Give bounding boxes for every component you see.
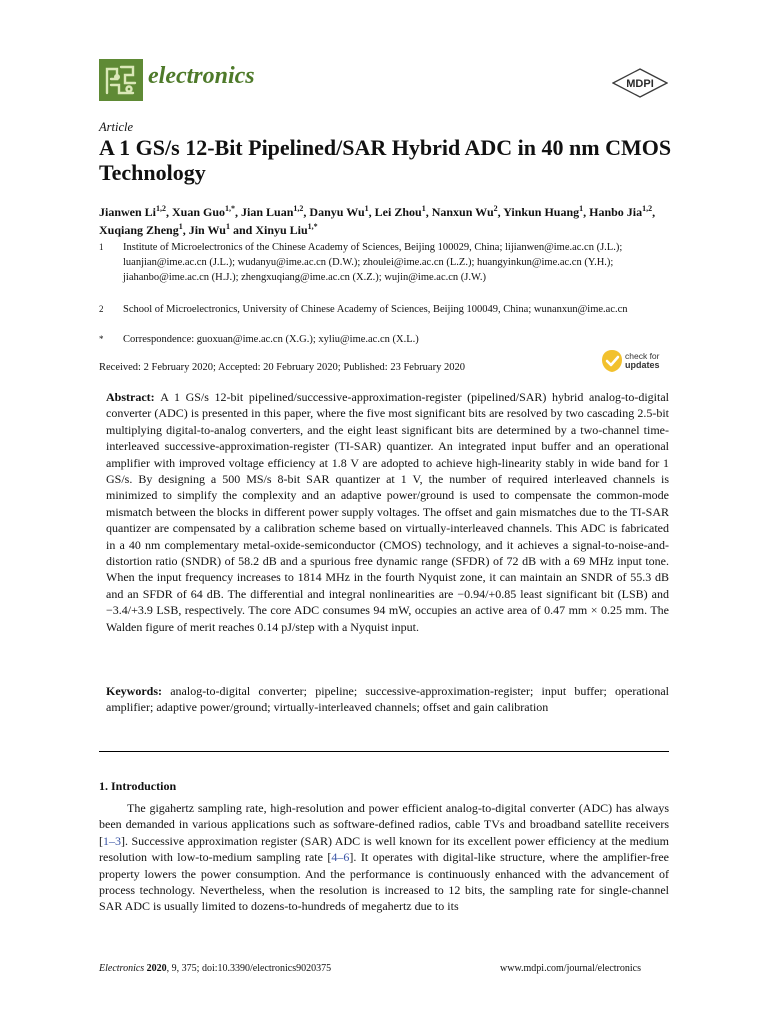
footer-doi: , 9, 375; doi:10.3390/electronics9020375: [166, 963, 332, 974]
keywords-text: analog-to-digital converter; pipeline; successive-approximation-register; input buffer; operational amplifier; adaptive power/ground; virtually-interleaved channels; offset and gain calibration: [106, 684, 670, 715]
keywords-label: Keywords:: [106, 684, 162, 698]
journal-name: electronics: [148, 63, 255, 89]
footer-year: 2020: [146, 963, 167, 974]
author-affiliation-sup: 1,2: [156, 204, 167, 213]
affiliation-marker: 2: [99, 304, 104, 314]
author-separator: and: [229, 223, 256, 237]
author-name: Jian Luan: [241, 205, 294, 219]
keywords: [106, 683, 669, 716]
correspondence-marker: *: [99, 334, 104, 344]
author-separator: ,: [583, 205, 590, 219]
affiliation-marker: 1: [99, 242, 104, 252]
author-name: Xuan Guo: [172, 205, 226, 219]
author-name: Xuqiang Zheng: [99, 223, 179, 237]
author-separator: ,: [182, 223, 189, 237]
author-affiliation-sup: 1,2: [293, 204, 304, 213]
author-affiliation-sup: 1,*: [225, 204, 236, 213]
mdpi-logo: [612, 68, 668, 98]
author-separator: ,: [303, 205, 310, 219]
author-affiliation-sup: 1: [421, 204, 426, 213]
section-heading: 1. Introduction: [99, 779, 177, 793]
citation-link[interactable]: 1–3: [103, 833, 121, 848]
author-affiliation-sup: 1: [178, 222, 183, 231]
intro-text: ]. Successive approximation register (SAR) ADC is well known for its excellent power efficiency at the medium resolution with low-to-medium sampling rate [: [99, 833, 669, 865]
intro-text: ]. It operates with digital-like structure, where the amplifier-free property lowers the power consumption. And the performance is continuously enhanced with the advancement of process technology. Nevertheless, when the resolution is increased to 12 bits, the sampling rate for single-channel SAR ADC is usually limited to dozens-to-hundreds of megahertz due to its: [99, 850, 669, 914]
author-separator: ,: [652, 205, 656, 219]
check-for-updates-badge[interactable]: [601, 349, 671, 375]
footer-citation: [99, 963, 331, 974]
author-list: [99, 203, 674, 239]
footer-journal: Electronics: [99, 963, 145, 974]
correspondence-text: Correspondence: guoxuan@ime.ac.cn (X.G.); xyliu@ime.ac.cn (X.L.): [123, 334, 419, 345]
affiliation-text: Institute of Microelectronics of the Chinese Academy of Sciences, Beijing 100029, China; lijianwen@ime.ac.cn (J.L.); luanjian@ime.ac.cn (J.L.); wudanyu@ime.ac.cn (D.W.); zhoulei@ime.ac.cn (L.Z.); huangyinkun@ime.ac.cn (Y.H.); jiahanbo@ime.ac.cn (H.J.); zhengxuqiang@ime.ac.cn (X.Z.); wujin@ime.ac.cn (J.W.): [123, 242, 623, 283]
section-divider: [99, 751, 669, 752]
author-separator: ,: [497, 205, 504, 219]
paper-title: A 1 GS/s 12-Bit Pipelined/SAR Hybrid ADC in 40 nm CMOS Technology: [99, 135, 672, 185]
check-updates-line1: check for: [625, 351, 660, 361]
author-name: Yinkun Huang: [503, 205, 580, 219]
journal-logo-icon: [99, 59, 143, 101]
author-affiliation-sup: 1: [225, 222, 230, 231]
author-name: Jianwen Li: [99, 205, 157, 219]
author-separator: ,: [235, 205, 242, 219]
author-name: Xinyu Liu: [255, 223, 308, 237]
article-type: Article: [99, 120, 134, 134]
correspondence: [99, 332, 674, 347]
footer-url[interactable]: www.mdpi.com/journal/electronics: [500, 963, 641, 974]
publication-dates: Received: 2 February 2020; Accepted: 20 February 2020; Published: 23 February 2020: [99, 362, 465, 373]
author-name: Nanxun Wu: [431, 205, 494, 219]
check-updates-line2: updates: [625, 360, 660, 370]
affiliation-1: [99, 240, 674, 285]
affiliation-text: School of Microelectronics, University of Chinese Academy of Sciences, Beijing 100049, China; wunanxun@ime.ac.cn: [123, 304, 628, 315]
citation-link[interactable]: 4–6: [331, 850, 350, 865]
author-name: Jin Wu: [188, 223, 226, 237]
introduction-paragraph: [99, 800, 669, 915]
intro-text: The gigahertz sampling rate, high-resolution and power efficient analog-to-digital converter (ADC) has always been demanded in various applications such as software-defined radios, cable TVs and broadband satellite receivers [: [99, 801, 669, 848]
check-updates-icon: [601, 349, 623, 373]
abstract-label: Abstract:: [106, 390, 155, 404]
affiliation-2: [99, 302, 674, 317]
author-separator: ,: [425, 205, 432, 219]
author-name: Danyu Wu: [309, 205, 365, 219]
author-affiliation-sup: 2: [493, 204, 498, 213]
author-affiliation-sup: 1: [579, 204, 584, 213]
author-separator: ,: [166, 205, 173, 219]
author-name: Lei Zhou: [374, 205, 422, 219]
mdpi-logo-text: MDPI: [626, 78, 654, 90]
author-affiliation-sup: 1,2: [642, 204, 653, 213]
author-affiliation-sup: 1: [364, 204, 369, 213]
author-affiliation-sup: 1,*: [307, 222, 318, 231]
abstract: [106, 389, 669, 635]
abstract-text: A 1 GS/s 12-bit pipelined/successive-approximation-register (pipelined/SAR) hybrid analog-to-digital converter (ADC) is presented in this paper, where the five most significant bits are resolved by two cascading 2.5-bit multiplying digital-to-analog converters, and the eight least significant bits are determined by a two-channel time-interleaved successive-approximation-register (TI-SAR) quantizer. An integrated input buffer and an operational amplifier with improved voltage efficiency at 1.8 V are adopted to achieve high-linearity stably in wide band for 1 GS/s. By designing a 500 MS/s 8-bit SAR quantizer at 1 V, the number of required interleaved channels is minimized to simplify the complexity and an adaptive power/ground is used to compensate the common-mode mismatch between the blocks in different power supply voltages. The offset and gain mismatches due to the TI-SAR quantizer are compensated by a calibration scheme based on virtually-interleaved channels. This ADC is fabricated in a 40 nm complementary metal-oxide-semiconductor (CMOS) technology, and it achieves a signal-to-noise-and-distortion ratio (SNDR) of 58.2 dB and a spurious free dynamic range (SFDR) of 72 dB with a 69 MHz input tone. When the input frequency increases to 1814 MHz in the fourth Nyquist zone, it can maintain an SNDR of 55.3 dB and an SFDR of 64 dB. The differential and integral nonlinearities are −0.94/+0.85 least significant bit (LSB) and −3.4/+3.9 LSB, respectively. The core ADC consumes 94 mW, occupies an active area of 0.47 mm × 0.25 mm. The Walden figure of merit reaches 0.14 pJ/step with a Nyquist input.: [106, 390, 669, 634]
author-name: Hanbo Jia: [589, 205, 643, 219]
author-separator: ,: [368, 205, 375, 219]
